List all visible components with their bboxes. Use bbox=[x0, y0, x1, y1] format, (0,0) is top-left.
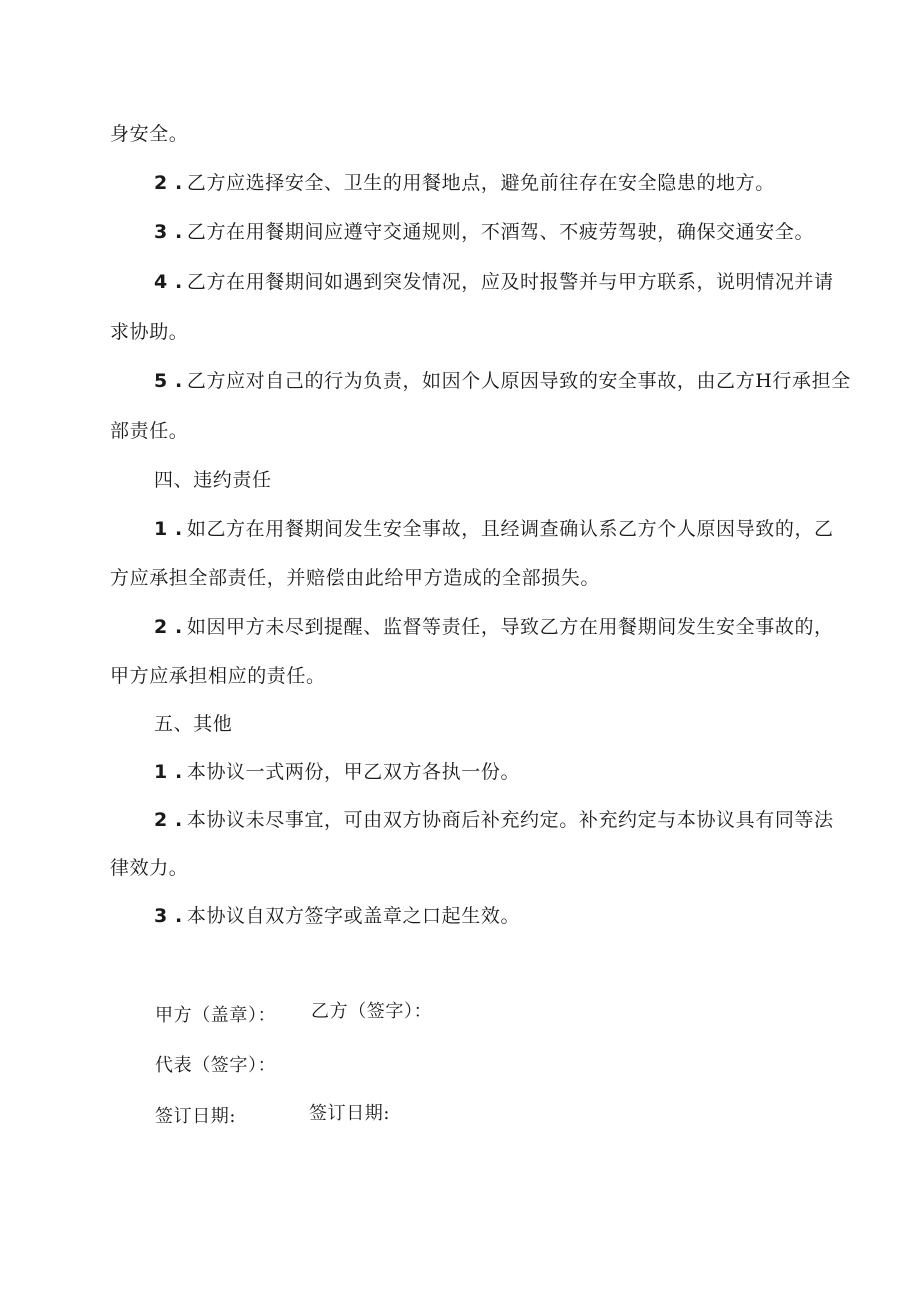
party-b-sign-label: 乙方（签字）： bbox=[311, 1001, 433, 1022]
clause-4-item-1: 1 . 如乙方在用餐期间发生安全事故，且经调查确认系乙方个人原因导致的，乙 bbox=[154, 518, 834, 540]
representative-sign-label: 代表（签字）： bbox=[155, 1055, 277, 1076]
item-number: 2 . bbox=[154, 616, 183, 638]
item-number: 5 . bbox=[154, 370, 183, 392]
item-number: 3 . bbox=[154, 221, 183, 243]
clause-3-item-4: 4 . 乙方在用餐期间如遇到突发情况，应及时报警并与甲方联系，说明情况并请 bbox=[154, 271, 834, 293]
clause-3-item-2: 2 . 乙方应选择安全、卫生的用餐地点，避免前往存在安全隐患的地方。 bbox=[154, 172, 775, 194]
clause-5-item-1: 1 . 本协议一式两份，甲乙双方各执一份。 bbox=[154, 761, 521, 783]
section-heading-breach: 四、违约责任 bbox=[154, 469, 272, 491]
item-number: 2 . bbox=[154, 172, 183, 194]
item-number: 2 . bbox=[154, 809, 183, 831]
section-heading-other: 五、其他 bbox=[154, 713, 233, 735]
item-number: 4 . bbox=[154, 271, 183, 293]
item-number: 1 . bbox=[154, 761, 183, 783]
clause-5-item-3: 3 . 本协议自双方签字或盖章之口起生效。 bbox=[154, 905, 521, 927]
party-a-seal-label: 甲方（盖章）： bbox=[155, 1005, 277, 1026]
sign-date-a-label: 签订日期: bbox=[155, 1106, 237, 1127]
paragraph-line: 身安全。 bbox=[110, 123, 189, 145]
paragraph-line: 甲方应承担相应的责任。 bbox=[110, 665, 326, 687]
paragraph-line: 部责任。 bbox=[110, 420, 189, 442]
clause-5-item-2: 2 . 本协议未尽事宜，可由双方协商后补充约定。补充约定与本协议具有同等法 bbox=[154, 809, 834, 831]
sign-date-b-label: 签订日期: bbox=[309, 1103, 391, 1124]
item-number: 1 . bbox=[154, 518, 183, 540]
paragraph-line: 律效力。 bbox=[110, 857, 189, 879]
clause-3-item-5: 5 . 乙方应对自己的行为负责，如因个人原因导致的安全事故，由乙方H行承担全 bbox=[154, 370, 851, 392]
clause-4-item-2: 2 . 如因甲方未尽到提醒、监督等责任，导致乙方在用餐期间发生安全事故的， bbox=[154, 616, 834, 638]
clause-3-item-3: 3 . 乙方在用餐期间应遵守交通规则，不酒驾、不疲劳驾驶，确保交通安全。 bbox=[154, 221, 815, 243]
paragraph-line: 方应承担全部责任，并赔偿由此给甲方造成的全部损失。 bbox=[110, 567, 601, 589]
item-number: 3 . bbox=[154, 905, 183, 927]
paragraph-line: 求协助。 bbox=[110, 321, 189, 343]
